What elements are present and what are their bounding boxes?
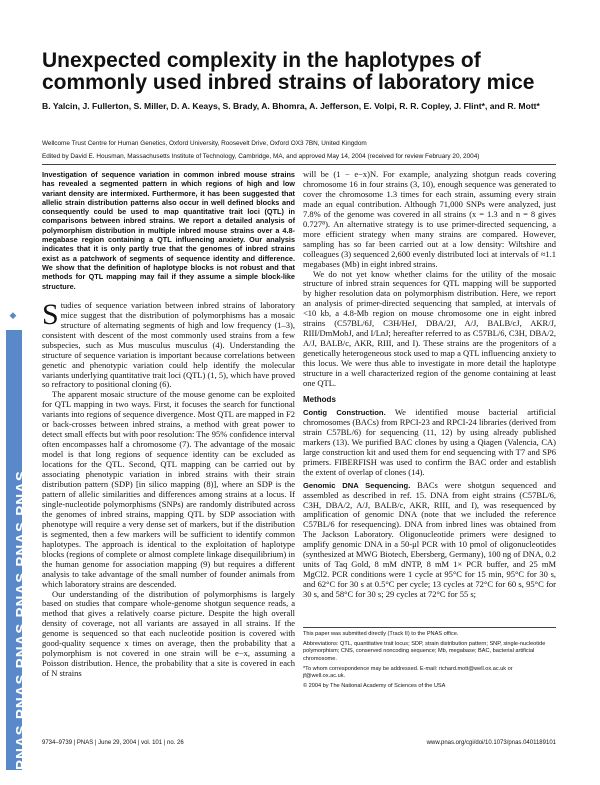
citation-info: 9734–9739 | PNAS | June 29, 2004 | vol. 101 | no. 26 [42, 740, 184, 746]
dropcap: S [42, 297, 59, 331]
paragraph-lead: Contig Construction. [303, 407, 386, 417]
affiliation: Wellcome Trust Centre for Human Genetics, Oxford University, Roosevelt Drive, Oxford OX3 7BN, United Kingdom [42, 140, 367, 147]
right-body-text [303, 170, 556, 600]
methods-paragraph: Genomic DNA Sequencing. BACs were shotgun sequenced and assembled as described in ref. 15. DNA from eight strains (C57BL/6, C3H, DBA/2, A/J, BALB/c, AKR, RIII, and I), was resequenced by amplification of genomic DNA (note that we included the reference C57BL/6 for resequencing). DNA from inbred lines was obtained from The Jackson Laboratory. Oligonucleotide primers were designed to amplify genomic DNA in a 50-μl PCR with 10 pmol of oligonucleotides (synthesized at MWG Biotech, Ebersberg, Germany), 100 ng of DNA, 0.2 units of Taq Gold, 8 mM dNTP, 8 mM 1× PCR buffer, and 25 mM MgCl2. PCR conditions were 1 cycle at 95°C for 15 min, 95°C for 30 s, and 62°C for 30 s at 0.5°C per cycle; 13 cycles at 72°C for 60 s, 95°C for 30 s, and 58°C for 30 s; 29 cycles at 72°C for 55 s; [303, 479, 557, 600]
footnote: *To whom correspondence may be addressed. E-mail: richard.mott@well.ox.ac.uk or jf@well.ox.ac.uk. [303, 665, 513, 680]
abstract: Investigation of sequence variation in common inbred mouse strains has revealed a segmented pattern in which regions of high and low variant density are intermixed. Furthermore, it has been suggested that allelic strain distribution patterns also occur in well defined blocks and consequently could be used to map quantitative trait loci (QTL) in comparisons between inbred strains. We report a detailed analysis of polymorphism distribution in multiple inbred mouse strains over a 4.8-megabase region containing a QTL influencing anxiety. Our analysis indicates that it is only partly true that the genomes of inbred strains exist as a patchwork of segments of sequence identity and difference. We show that the definition of haplotype blocks is not robust and that methods for QTL mapping may fail if they assume a simple block-like structure. [42, 170, 295, 291]
body-paragraph: will be (1 − e−x)N. For example, analyzing shotgun reads covering chromosome 16 in four strains (3, 10), enough sequence was generated to cover the chromosome 1.3 times for each strain, assuming every strain made an equal contribution. Although 71,000 SNPs were analyzed, just 7.8% of the genome was covered in all strains (x = 1.3 and n = 8 gives 0.727⁸). An alternative strategy is to use primer-directed sequencing, a more efficient strategy when many strains are compared. However, sampling has so far been carried out at a low density: Wiltshire and colleagues (3) sequenced 2,600 evenly distributed loci at intervals of ≈1.1 megabases (Mb) in eight inbred strains. [303, 169, 556, 269]
sidebar-text: PNAS PNAS PNAS PNAS PNAS PNAS [13, 470, 30, 770]
body-paragraph: We do not yet know whether claims for the utility of the mosaic structure of inbred strain sequences for QTL mapping will be supported by higher resolution data on polymorphism distribution. Here, we report an analysis of primer-directed sequencing that sampled, at intervals of <10 kb, a 4.8-Mb region on mouse chromosome one in eight inbred strains (C57BL/6J, C3H/HeJ, DBA/2J, A/J, BALB/cJ, AKR/J, RIII/DmMobJ, and I/LnJ; hereafter referred to as C57BL/6, C3H, DBA/2, A/J, BALB/c, AKR, RIII, and I). These strains are the progenitors of a genetically heterogeneous stock used to map a QTL influencing anxiety to this locus. We were thus able to investigate in more detail the haplotype structure in a well characterized region of the genome containing at least one QTL. [303, 268, 556, 389]
body-paragraph: The apparent mosaic structure of the mouse genome can be exploited for QTL mapping in two ways. First, it focuses the search for functional variants into regions of sequence divergence. Most QTL are mapped in F2 or back-crosses between inbred strains, a method with great power to detect small effects but with poor resolution: The 95% confidence interval often encompasses half a chromosome (7). The advantage of the mosaic model is that long regions of sequence identity can be excluded as locations for the QTL. Second, QTL mapping can be carried out by associating phenotypic variation in inbred strains with their strain distribution pattern (SDP) [in silico mapping (8)], where an SDP is the pattern of allelic similarities and differences among strains at a locus. If single-nucleotide polymorphisms (SNPs) are randomly distributed across the genomes of inbred strains, mapping QTL by SDP association with phenotype will require a very dense set of markers, but if the distribution is segmented, then a few markers will be sufficient to identify common haplotypes. The approach is identical to the exploitation of haplotype blocks (regions of complete or almost complete linkage disequilibrium) in the human genome for association mapping (9) but requires a different analysis to take advantage of the small number of founder animals from which laboratory strains are descended. [42, 389, 295, 589]
right-column [303, 170, 556, 600]
footnote: © 2004 by The National Academy of Sciences of the USA [303, 683, 446, 690]
intro-paragraph: Studies of sequence variation between inbred strains of laboratory mice suggest that the distribution of polymorphisms has a mosaic structure of alternating segments of high and low frequency (1–3), consistent with descent of the most commonly used strains from a few subspecies, such as Mus musculus musculus (4). Understanding the structure of sequence variation is important because correlations between genetic and phenotypic variation could help identify the molecular variants underlying quantitative trait loci (QTL) (1, 5), which have proved so refractory to positional cloning (6). [42, 297, 295, 390]
author-list: B. Yalcin, J. Fullerton, S. Miller, D. A. Keays, S. Brady, A. Bhomra, A. Jefferson, E. Volpi, R. R. Copley, J. Flint*, and R. Mott* [42, 101, 540, 111]
footnote: Abbreviations: QTL, quantitative trait locus; SDP, strain distribution pattern; SNP, single-nucleotide polymorphism; CNS, conserved noncoding sequence; Mb, megabase; BAC, bacterial artificial chromosome. [303, 641, 546, 662]
journal-logo: ◆ [9, 310, 17, 320]
section-heading-methods: Methods [303, 394, 336, 404]
footnote: This paper was submitted directly (Track II) to the PNAS office. [303, 631, 459, 637]
footnotes [303, 627, 556, 693]
paragraph-lead: Genomic DNA Sequencing. [303, 480, 411, 490]
doi-link[interactable]: www.pnas.org/cgi/doi/10.1073/pnas.0401189101 [426, 740, 556, 746]
left-body-text [42, 297, 295, 679]
header-divider [42, 164, 556, 165]
paper-title: Unexpected complexity in the haplotypes of commonly used inbred strains of laboratory mice [42, 49, 535, 94]
methods-paragraph: Contig Construction. We identified mouse bacterial artificial chromosomes (BACs) from RPCI-23 and RPCI-24 libraries (derived from strain C57BL/6) for sequencing (11, 12) by using already published markers (13). We purified BAC clones by using a Qiagen (Valencia, CA) large construction kit and used them for end sequencing with T7 and SP6 primers. FIBERFISH was used to confirm the BAC order and establish the extent of overlap of clones (14). [303, 406, 556, 477]
journal-sidebar [0, 0, 30, 785]
body-paragraph: Our understanding of the distribution of polymorphisms is largely based on studies that compare whole-genome shotgun sequence reads, a method that gives a relatively coarse picture. Despite the high overall density of coverage, not all variants are assayed in all strains. If the genome is sequenced so that each nucleotide position is covered with good-quality sequence x times on average, then the probability that a polymorphism is not covered in one strain will be e−x, assuming a Poisson distribution. Hence, the probability that a site is covered in each of N strains [42, 588, 295, 679]
page-footer [42, 740, 556, 750]
left-column [42, 170, 295, 679]
edited-by: Edited by David E. Housman, Massachusetts Institute of Technology, Cambridge, MA, and approved May 14, 2004 (received for review February 20, 2004) [42, 153, 480, 160]
